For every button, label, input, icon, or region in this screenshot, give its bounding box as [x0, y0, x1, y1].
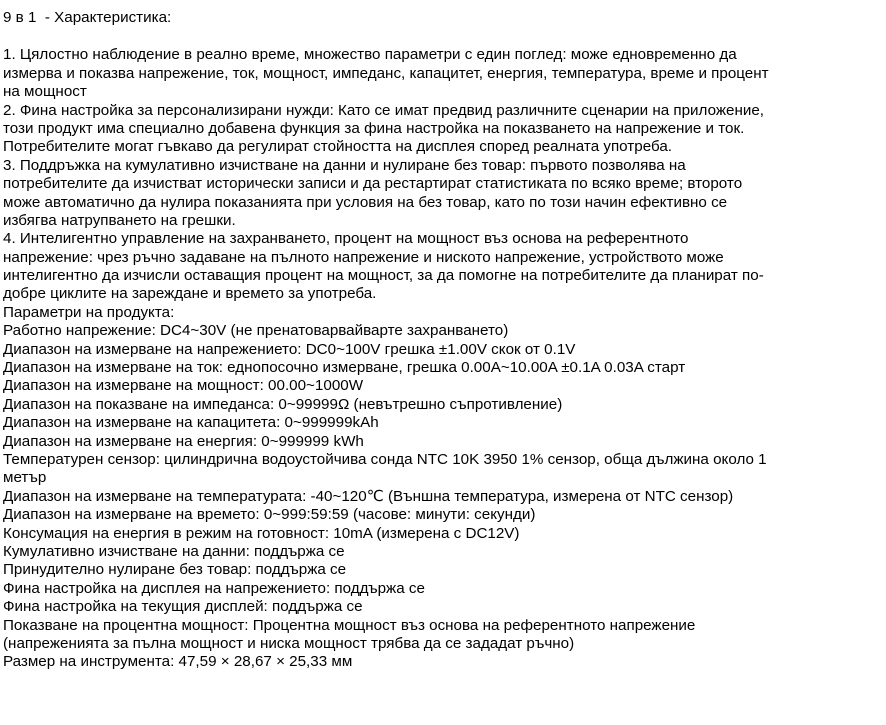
param-temp-sensor-line-2: метър: [3, 469, 47, 487]
param-temp-sensor-line-1: Температурен сензор: цилиндрична водоустойчива сонда NTC 10K 3950 1% сензор, обща дължина около 1: [3, 450, 767, 468]
param-instrument-size: Размер на инструмента: 47,59 × 28,67 × 25,33 мм: [3, 653, 353, 671]
param-time-range: Диапазон на измерване на времето: 0~999:59:59 (часове: минути: секунди): [3, 506, 536, 524]
features-list: [3, 46, 879, 303]
feature-2-line-3: Потребителите могат гъвкаво да регулират стойността на дисплея според реалната употреба.: [3, 138, 672, 156]
param-impedance-range: Диапазон на показване на импеданса: 0~99999Ω (невътрешно съпротивление): [3, 395, 563, 413]
feature-2-line-1: 2. Фина настройка за персонализирани нужди: Като се имат предвид различните сценарии на приложение,: [3, 101, 764, 119]
feature-item-4: [3, 230, 879, 304]
param-power-range: Диапазон на измерване на мощност: 00.00~1000W: [3, 377, 364, 395]
params-list: [3, 322, 879, 671]
param-power-percent-line-1: Показване на процентна мощност: Процентна мощност въз основа на референтното напрежение: [3, 616, 696, 634]
param-cumulative-clear: Кумулативно изчистване на данни: поддържа се: [3, 542, 345, 560]
feature-3-line-4: избягва натрупването на грешки.: [3, 211, 236, 229]
feature-item-1: [3, 46, 879, 101]
feature-1-line-2: измерва и показва напрежение, ток, мощност, импеданс, капацитет, енергия, температура, време и процент: [3, 64, 769, 82]
feature-4-line-1: 4. Интелигентно управление на захранването, процент на мощност въз основа на референтното: [3, 230, 689, 248]
feature-3-line-3: може автоматично да нулира показанията при условия на без товар, като по този начин ефективно се: [3, 193, 728, 211]
param-operating-voltage: Работно напрежение: DC4~30V (не пренатоварвайварте захранването): [3, 322, 509, 340]
param-voltage-fine-tune: Фина настройка на дисплея на напрежението: поддържа се: [3, 579, 425, 597]
param-current-range: Диапазон на измерване на ток: еднопосочно измерване, грешка 0.00A~10.00A ±0.1A 0.03A старт: [3, 359, 686, 377]
document-title: 9 в 1 - Характеристика:: [3, 9, 172, 26]
blank-line: [3, 27, 879, 46]
document: [3, 9, 879, 672]
feature-3-line-1: 3. Поддръжка на кумулативно изчистване на данни и нулиране без товар: първото позволява на: [3, 156, 686, 174]
param-temperature-range: Диапазон на измерване на температурата: -40~120℃ (Външна температура, измерена от NTC сензор): [3, 487, 734, 505]
params-heading: Параметри на продукта:: [3, 303, 175, 321]
feature-item-3: [3, 157, 879, 231]
feature-4-line-3: интелигентно да изчисли оставащия процент на мощност, за да помогне на потребителите да планират по-: [3, 267, 764, 285]
param-voltage-range: Диапазон на измерване на напрежението: DC0~100V грешка ±1.00V скок от 0.1V: [3, 340, 576, 358]
param-energy-range: Диапазон на измерване на енергия: 0~999999 kWh: [3, 432, 364, 450]
param-current-fine-tune: Фина настройка на текущия дисплей: поддържа се: [3, 598, 363, 616]
param-forced-zero: Принудително нулиране без товар: поддържа се: [3, 561, 347, 579]
feature-1-line-3: на мощност: [3, 83, 87, 101]
feature-4-line-2: напрежение: чрез ръчно задаване на пълното напрежение и ниското напрежение, устройството може: [3, 248, 724, 266]
param-standby-consumption: Консумация на енергия в режим на готовност: 10mA (измерена с DC12V): [3, 524, 520, 542]
feature-4-line-4: добре циклите на зареждане и времето за употреба.: [3, 285, 377, 303]
param-power-percent-line-2: (напреженията за пълна мощност и ниска мощност трябва да се зададат ръчно): [3, 634, 575, 652]
feature-item-2: [3, 102, 879, 157]
feature-1-line-1: 1. Цялостно наблюдение в реално време, множество параметри с един поглед: може едновременно да: [3, 46, 737, 64]
feature-2-line-2: този продукт има специално добавена функция за фина настройка на показването на напрежение и ток.: [3, 119, 745, 137]
feature-3-line-2: потребителите да изчистват исторически записи и да рестартират статистиката по всяко време; второто: [3, 175, 743, 193]
param-capacity-range: Диапазон на измерване на капацитета: 0~999999kAh: [3, 414, 379, 432]
